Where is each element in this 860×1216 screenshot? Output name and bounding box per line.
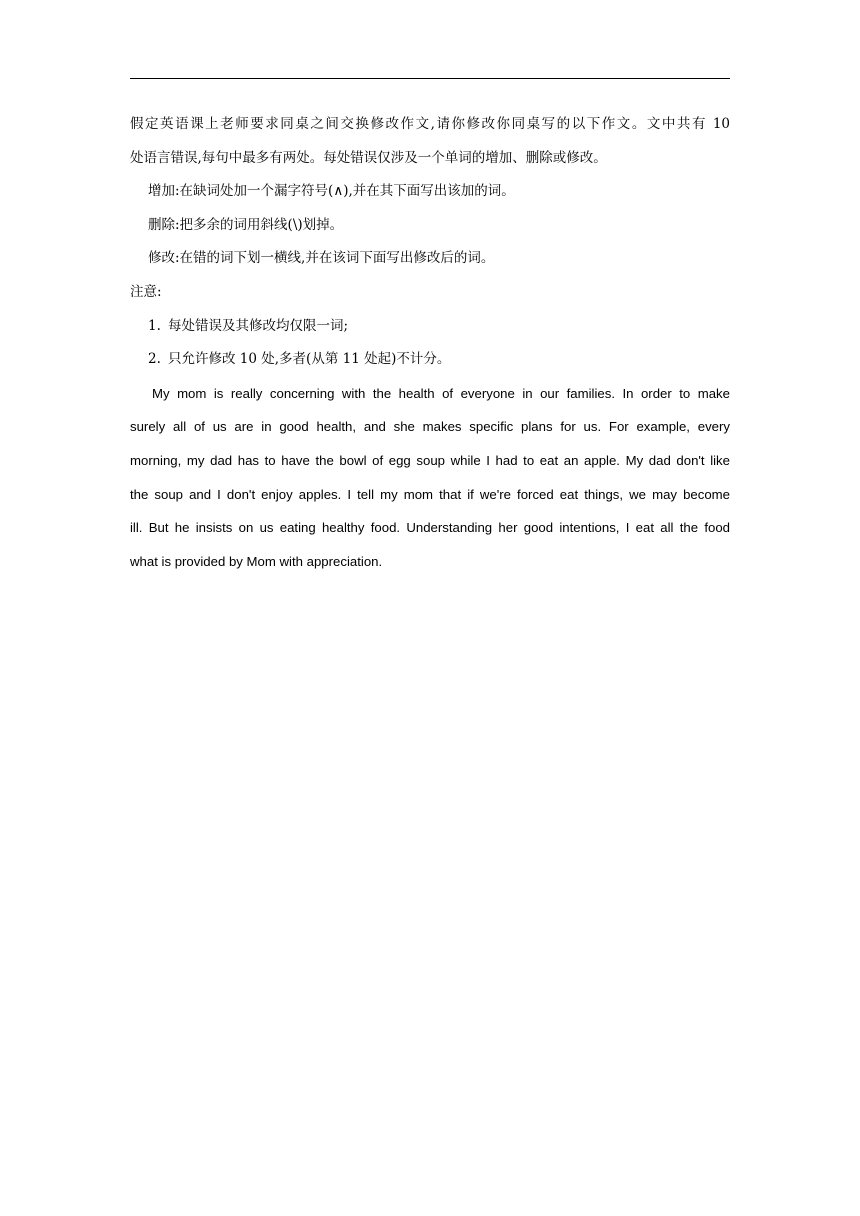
notes-label: 注意:: [130, 283, 162, 300]
note-text: 只允许修改 10 处,多者(从第 11 处起)不计分。: [168, 351, 451, 368]
note-item-2: [130, 343, 730, 377]
add-rule: 增加:在缺词处加一个漏字符号(∧),并在其下面写出该加的词。: [148, 183, 515, 200]
passage-line: My mom is really concerning with the health of everyone in our families. In order to make: [152, 385, 730, 401]
note-text: 每处错误及其修改均仅限一词;: [168, 317, 349, 334]
modify-rule: 修改:在错的词下划一横线,并在该词下面写出修改后的词。: [148, 250, 495, 267]
intro-line-1: 假定英语课上老师要求同桌之间交换修改作文,请你修改你同桌写的以下作文。文中共有 10: [130, 116, 730, 132]
header-divider: [130, 78, 730, 79]
document-content: [130, 108, 730, 578]
passage-line: ill. But he insists on us eating healthy food. Understanding her good intentions, I eat all the food: [130, 520, 730, 536]
passage: [130, 377, 730, 579]
note-number: 2.: [148, 351, 161, 368]
passage-line: surely all of us are in good health, and she makes specific plans for us. For example, every: [130, 419, 730, 435]
delete-rule: 删除:把多余的词用斜线(\)划掉。: [148, 216, 344, 233]
passage-line: what is provided by Mom with appreciation.: [130, 553, 383, 569]
note-item-1: [130, 310, 730, 344]
note-number: 1.: [148, 317, 161, 334]
intro-line-2: 处语言错误,每句中最多有两处。每处错误仅涉及一个单词的增加、删除或修改。: [130, 149, 607, 166]
passage-line: morning, my dad has to have the bowl of egg soup while I had to eat an apple. My dad don't like: [130, 452, 730, 468]
passage-line: the soup and I don't enjoy apples. I tell my mom that if we're forced eat things, we may become: [130, 486, 730, 502]
